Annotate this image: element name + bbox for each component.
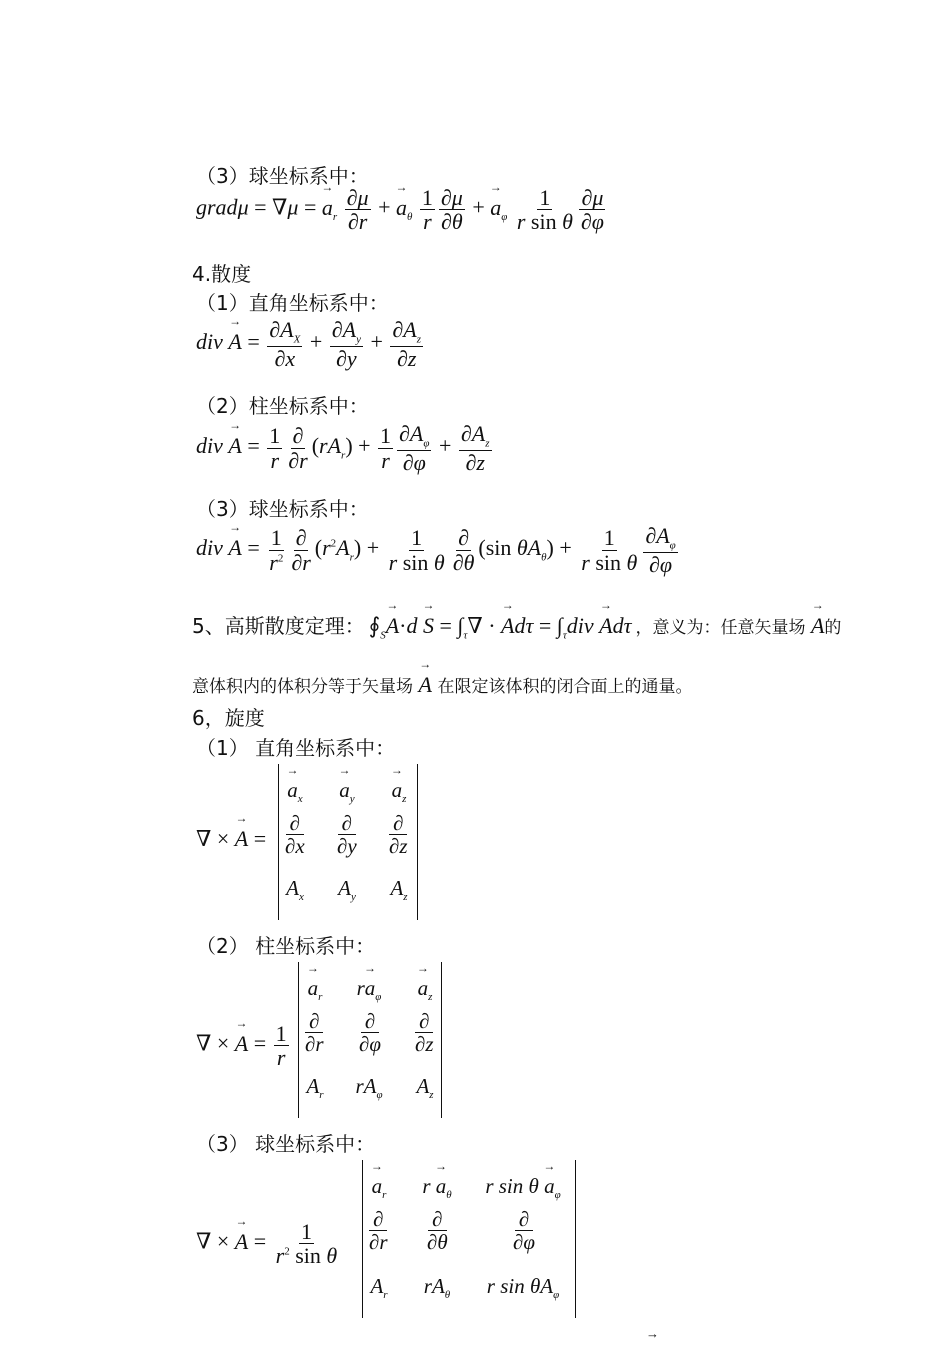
gauss-meaning-line2: 意体积内的体积分等于矢量场 → A 在限定该体积的闭合面上的通量。 xyxy=(192,672,692,698)
curl-cylindrical-lhs: ∇ × → A = $\frac{1}{r}$ xyxy=(196,1022,291,1069)
section-curl-title: 6，旋度 xyxy=(192,706,265,730)
heading-div-cylindrical: （2）柱坐标系中： xyxy=(196,394,369,418)
heading-grad-spherical: （3）球坐标系中： xyxy=(196,164,369,188)
curl-spherical-determinant: → $a_r$ $r \to a_\theta$ r $\sin \theta \to a_\varphi$ $\frac{\partial}{\partial r}$ $\frac{\partial}{\partial\theta}$ $\frac{\partial}{\partial\varphi}$ $A_r$ $rA_\theta$ r $\sin \theta A_\varphi$ xyxy=(362,1160,576,1318)
gauss-meaning-part-a: 意体积内的体积分等于矢量场 xyxy=(192,677,413,697)
cropped-vector-arrow: → xyxy=(646,1326,659,1341)
heading-div-spherical: （3）球坐标系中： xyxy=(196,497,369,521)
heading-curl-cartesian: （1） 直角坐标系中： xyxy=(196,736,396,760)
heading-curl-cylindrical: （2） 柱坐标系中： xyxy=(196,934,376,958)
formula-div-cylindrical: div → A = $\frac{1}{r}$ $\frac{\partial}{\partial r}$ $(rA_r)$ + $\frac{1}{r}$ $\frac{\partial A_\varphi}{\partial\varphi}$ + $\frac{\partial A_z}{\partial z}$ xyxy=(196,422,494,474)
gauss-meaning-part-b: 在限定该体积的闭合面上的通量。 xyxy=(437,677,693,697)
gauss-meaning-cut: 的 xyxy=(824,618,842,638)
heading-curl-spherical: （3） 球坐标系中： xyxy=(196,1132,376,1156)
curl-spherical-lhs: ∇ × → A = $\frac{1}{r^2 \sin \theta}$ xyxy=(196,1220,341,1267)
formula-div-cartesian: div → A = $\frac{\partial A_X}{\partial x}$ + $\frac{\partial A_y}{\partial y}$ + $\frac{\partial A_z}{\partial z}$ xyxy=(196,318,425,370)
gauss-meaning-text: ，意义为：任意矢量场 xyxy=(635,618,806,638)
curl-cartesian-lhs: ∇ × → A = xyxy=(196,826,266,852)
formula-div-spherical: div → A = $\frac{1}{r^2}$ $\frac{\partial}{\partial r}$ $(r^2A_r)$ + $\frac{1}{\text{r sin θ}}$ $\frac{\partial}{\partial\theta}$ (sin $\theta A_\theta$) + $\frac{1}{\text{r sin θ}}$ $\frac{\partial A_\varphi}{\partial\varphi}$ xyxy=(196,524,680,576)
heading-div-cartesian: （1）直角坐标系中： xyxy=(196,291,389,315)
curl-cylindrical-determinant: → $a_r$ $r\to a_\varphi$ → $a_z$ $\frac{\partial}{\partial r}$ $\frac{\partial}{\partial\varphi}$ $\frac{\partial}{\partial z}$ $A_r$ $rA_\varphi$ $A_z$ xyxy=(298,962,442,1118)
section-divergence-title: 4.散度 xyxy=(192,262,252,286)
formula-gauss: $∮_S\to A\cdot d \to S = \int_\tau\nabla$ · → $Ad\tau = \int_\tau div \to Ad\tau$ xyxy=(369,613,632,638)
curl-cartesian-determinant: → $a_x$ → $a_y$ → $a_z$ $\frac{\partial}{\partial x}$ $\frac{\partial}{\partial y}$ $\frac{\partial}{\partial z}$ $A_x$ $A_y$ $A_z$ xyxy=(278,764,418,920)
gauss-theorem-line: 5、高斯散度定理： $∮_S\to A\cdot d \to S = \int_\tau\nabla$ · → $Ad\tau = \int_\tau div \to Ad\tau$ ，意义为：任意矢量场 → A的 xyxy=(192,610,841,641)
section-gauss-title: 5、高斯散度定理： xyxy=(192,614,365,638)
formula-grad-spherical: gradμ = ∇μ = → $a_r$ $\frac{\partial\mu}{\partial r}$ + → $a_\theta$ $\frac{1}{r}$ $\frac{\partial\mu}{\partial\theta}$ + → $a_\varphi$ $\frac{1}{\text{r sin θ}}$ $\frac{\partial\mu}{\partial\varphi}$ xyxy=(196,186,608,233)
